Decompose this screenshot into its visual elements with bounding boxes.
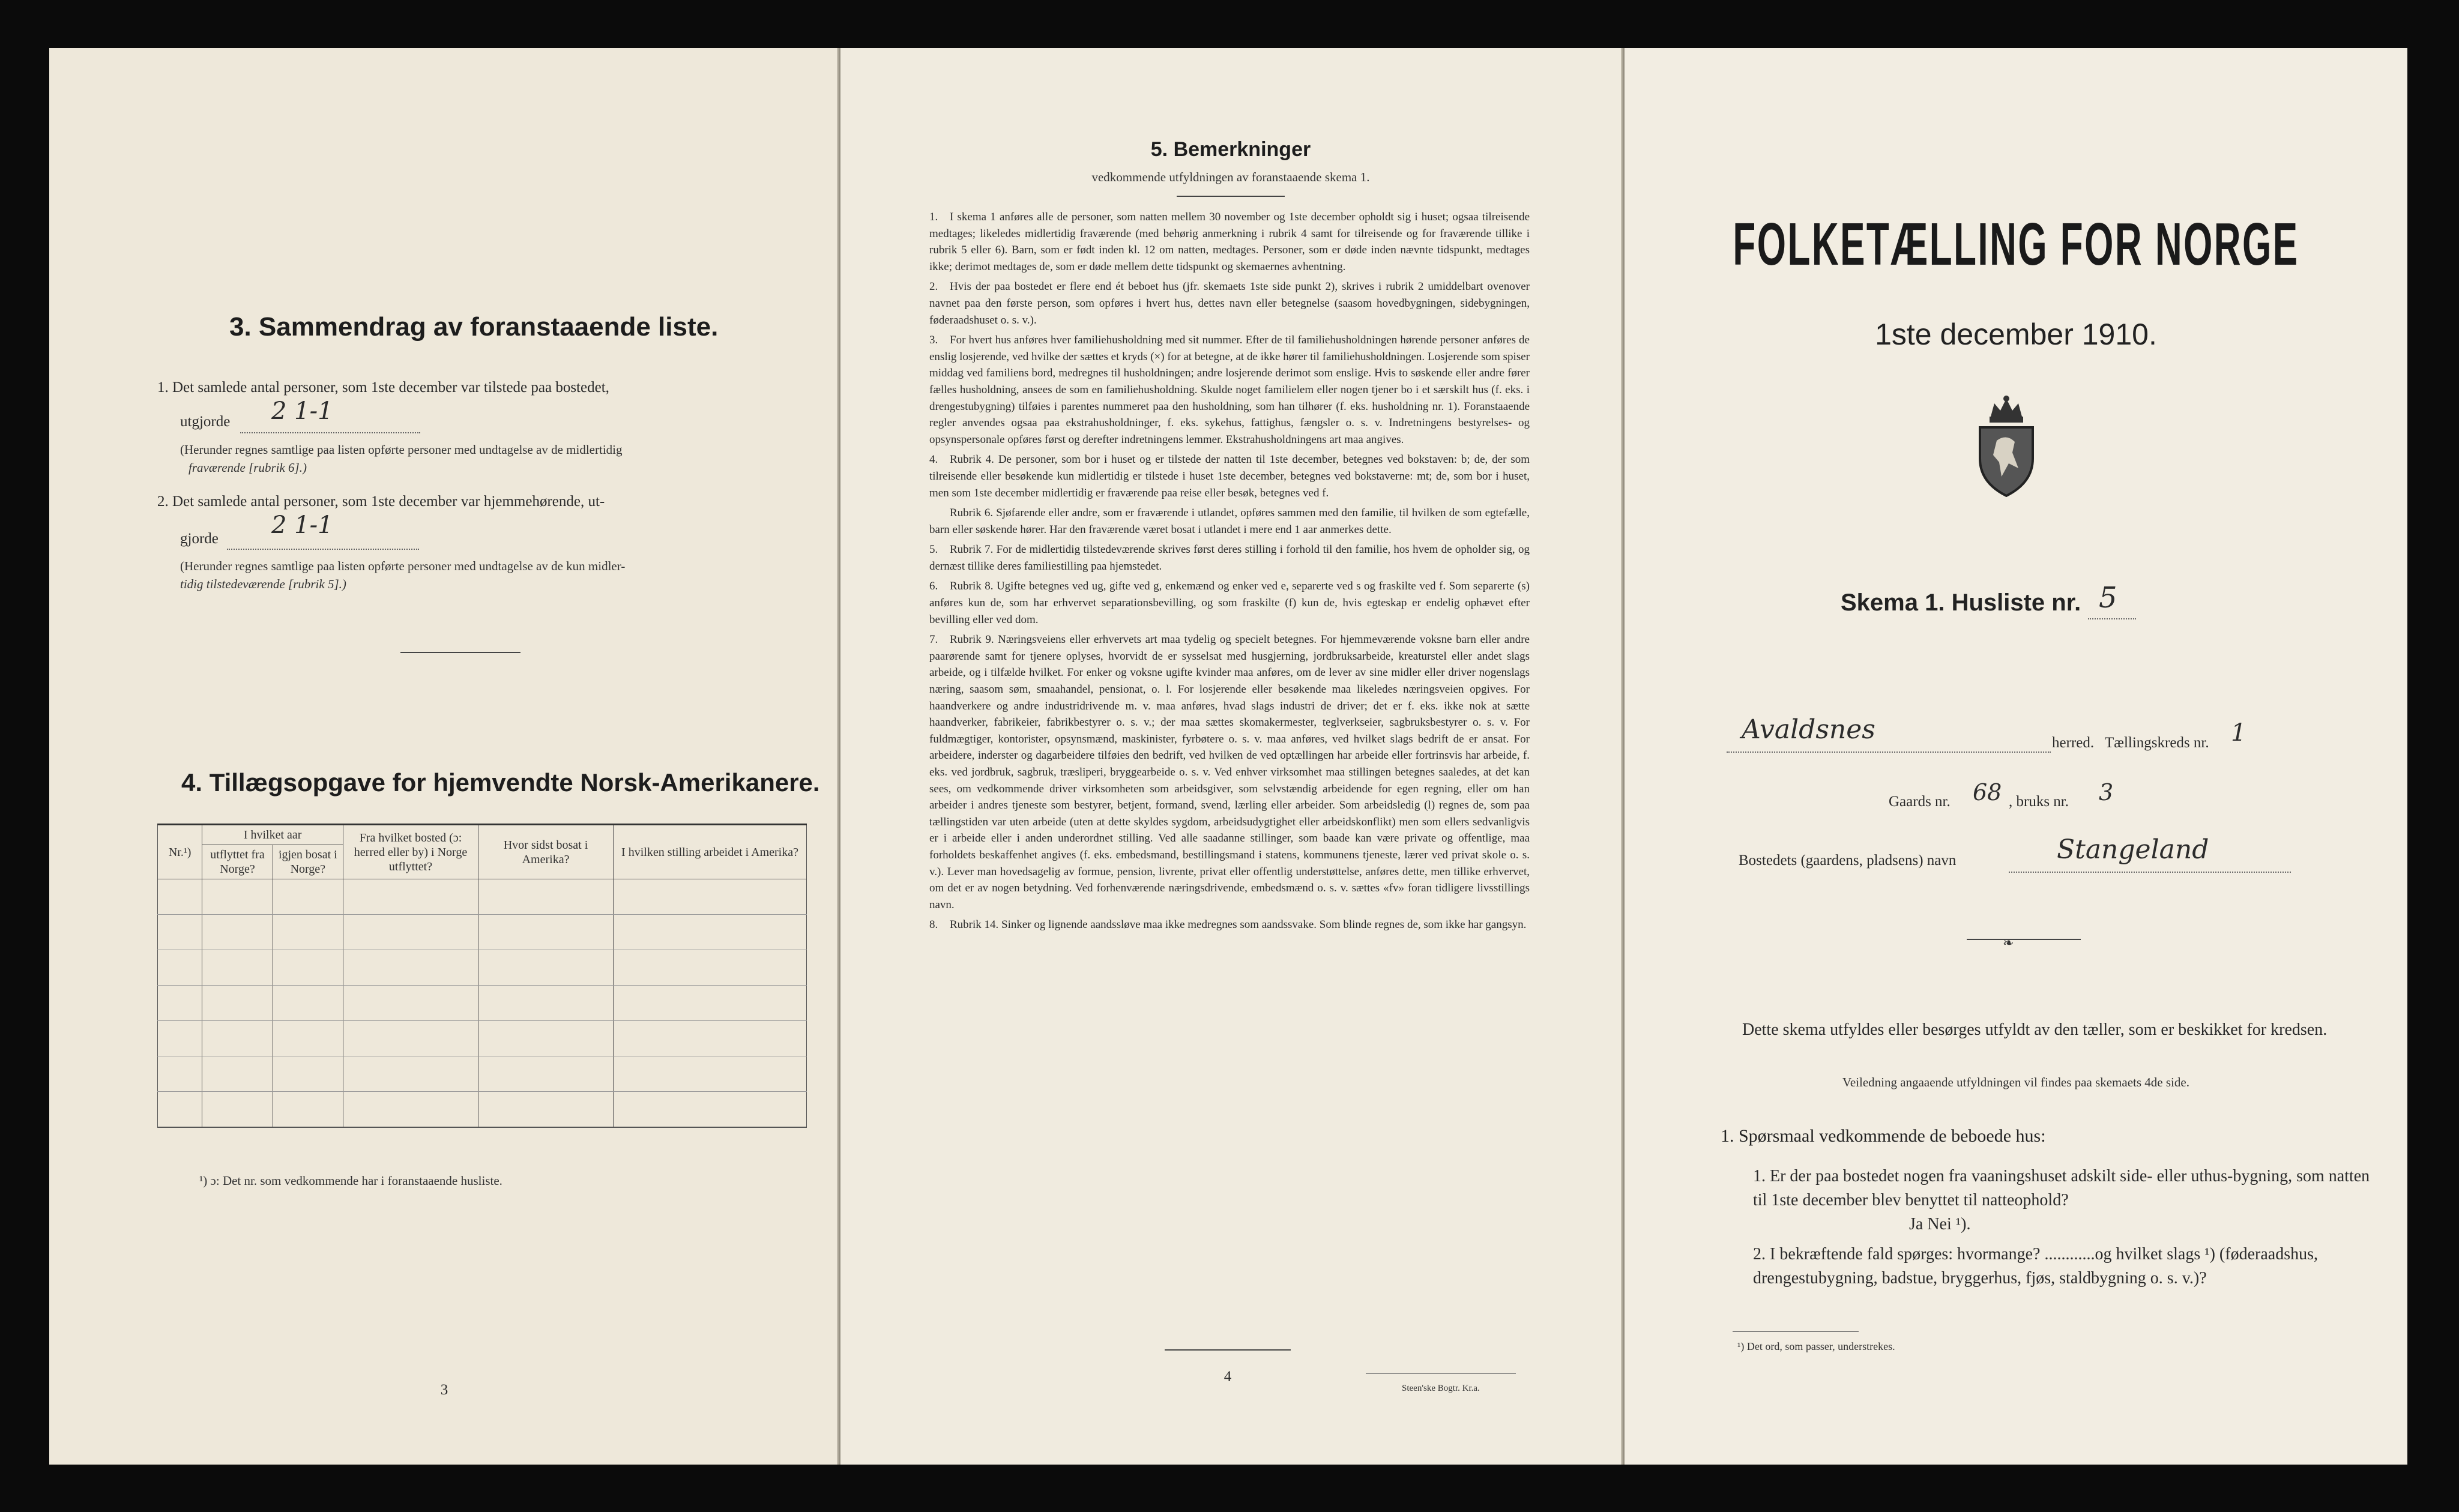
remark-text: Rubrik 6. Sjøfarende eller andre, som er fraværende i utlandet, opføres sammen med den familie, til hvilken de som egtefælle, barn eller søskende hører. Har den fraværende været bosat i utlandet i mere end 1 aar anmerkes dette. bbox=[929, 507, 1530, 536]
table-row bbox=[158, 950, 807, 986]
kreds-value: 1 bbox=[2231, 719, 2246, 747]
census-title: FOLKETÆLLING FOR NORGE bbox=[1733, 211, 2299, 278]
page-1 bbox=[1625, 48, 2407, 1465]
remark-text: Rubrik 14. Sinker og lignende aandssløve maa ikke medregnes som aandssvake. Som blinde regnes de, som ikke har gangsyn. bbox=[950, 918, 1527, 932]
remark-item bbox=[929, 279, 1530, 328]
bosted-value: Stangeland bbox=[2057, 834, 2209, 865]
norsk-amerikanere-table bbox=[157, 824, 807, 1128]
bruks-value: 3 bbox=[2099, 779, 2114, 806]
gaards-label: Gaards nr. bbox=[1889, 794, 1951, 810]
table-row bbox=[158, 1092, 807, 1128]
question-header: 1. Spørsmaal vedkommende de beboede hus: bbox=[1721, 1126, 2046, 1146]
remark-number: 8. bbox=[929, 918, 938, 932]
question-2: 2. I bekræftende fald spørges: hvormange? ............og hvilket slags ¹) (føderaadshus, drengestubygning, badstue, bryggerhus, fjøs, staldbygning o. s. v.)? bbox=[1753, 1245, 2318, 1288]
page-4 bbox=[840, 48, 1621, 1465]
remark-item bbox=[929, 631, 1530, 913]
divider bbox=[400, 652, 520, 653]
skema-label: Skema 1. Husliste nr. bbox=[1841, 589, 2081, 616]
remark-item bbox=[929, 917, 1530, 933]
veiledning-text: Veiledning angaaende utfyldningen vil findes paa skemaets 4de side. bbox=[1842, 1075, 2189, 1089]
page-number: 3 bbox=[440, 1382, 448, 1398]
remark-item bbox=[929, 505, 1530, 538]
table-row bbox=[158, 1056, 807, 1092]
col-utflyttet: utflyttet fra Norge? bbox=[202, 845, 273, 879]
remark-item bbox=[929, 578, 1530, 628]
bosted-label: Bostedets (gaardens, pladsens) navn bbox=[1739, 852, 1957, 869]
gaards-value: 68 bbox=[1973, 779, 2002, 806]
remark-number: 6. bbox=[929, 580, 938, 593]
remark-text: I skema 1 anføres alle de personer, som natten mellem 30 november og 1ste december opholdt sig i huset; ogsaa tilreisende medtages; likeledes midlertidig fraværende (med behørig anmerkning i rubrik 4 samt for tilreisende og for fraværende tillike i rubrik 5 eller 6). Barn, som er født inden kl. 12 om natten, medtages. Personer, som er døde inden nævnte tidspunkt, medtages ikke; derimot medtages de, som er døde mellem dette tidspunkt og skemaernes avhentning. bbox=[929, 211, 1530, 273]
ornament-icon: ❧ bbox=[2003, 935, 2014, 950]
remark-item bbox=[929, 451, 1530, 501]
summary-item-2-value: 2 1-1 bbox=[271, 511, 333, 539]
remarks-list bbox=[929, 209, 1530, 937]
summary-item-2-note: (Herunder regnes samtlige paa listen opførte personer med undtagelse av de kun midler- bbox=[180, 559, 626, 573]
summary-item-2-note-b: tidig tilstedeværende [rubrik 5].) bbox=[180, 577, 346, 591]
instruction-text: Dette skema utfyldes eller besørges utfyldt av den tæller, som er beskikket for kredsen. bbox=[1742, 1020, 2328, 1039]
remark-text: Rubrik 7. For de midlertidig tilstedeværende skrives først deres stilling i forhold til den familie, hos hvem de opholder sig, og dernæst tillike deres familiestilling paa hjemstedet. bbox=[929, 543, 1530, 573]
summary-item-1: 1. Det samlede antal personer, som 1ste december var tilstede paa bostedet, bbox=[157, 379, 609, 396]
remark-text: Rubrik 4. De personer, som bor i huset og er tilstede der natten til 1ste december, betegnes ved bokstaven: b; de, der som tilreisende eller besøkende kun midlertidig er tilstede i huset 1ste december, betegnes ved bokstaverne: mt; de, som bor i huset, men som 1ste december midlertidig er fraværende paa reise eller besøk, betegnes ved f. bbox=[929, 453, 1530, 499]
remark-number: 7. bbox=[929, 633, 938, 646]
remark-number: 5. bbox=[929, 543, 938, 556]
remark-item bbox=[929, 332, 1530, 448]
summary-item-1-note-b: fraværende [rubrik 6].) bbox=[189, 460, 307, 475]
remark-number: 3. bbox=[929, 334, 938, 347]
remarks-subtitle: vedkommende utfyldningen av foranstaaende skema 1. bbox=[1091, 170, 1370, 184]
col-nr: Nr.¹) bbox=[158, 825, 202, 879]
page-3 bbox=[49, 48, 837, 1465]
remark-text: Rubrik 9. Næringsveiens eller erhvervets art maa tydelig og specielt betegnes. For hjemmeværende voksne barn eller andre paarørende samt for tjenere oplyses, hvorvidt de er sysselsat med husgjerning, jordbruksarbeide, kreaturstel eller andet slags arbeide, og i tilfælde hvilket. For enker og voksne ugifte kvinder maa anføres, om de lever av sine midler eller driver nogenslags næring, saasom søm, smaahandel, pensionat, o. l. For losjerende eller besøkende maa likeledes næringsveien opgives. For haandverkere og andre industridrivende m. v. maa anføres, hvad slags industri de driver; det er f. eks. ikke nok at sætte haandverker, fabrikeier, fabrikbestyrer o. s. v.; der maa sættes skomakermester, teglverkseier, sagbruksbestyrer o. s. v. For fuldmægtiger, kontorister, opsynsmænd, maskinister, fyrbøtere o. s. v. maa anføres, ved hvilket slags bedrift de er ansat. For arbeidere, inderster og dagarbeidere tilføies den bedrift, ved hvilken de ved optællingen har arbeide eller fortrinsvis har arbeide, f. eks. ved jordbruk, sagbruk, træsliperi, bryggearbeide o. s. v. Ved enhver virksomhet maa stillingen betegnes saaledes, at det kan sees, om vedkommende driver virksomheten som arbeidsgiver, som selvstændig arbeidende for egen regning, eller om han arbeider i andres tjeneste som bestyrer, betjent, formand, svend, lærling eller arbeider. Som arbeidsledig (l) regnes de, som paa tællingstiden var uten arbeide (uten at dette skyldes sygdom, arbeidsudygtighet eller arbeidskonflikt) men som ellers sedvanligvis er i arbeide eller i anden underordnet stilling. Ved alle saadanne stillinger, som baade kan være private og offentlige, maa forholdets beskaffenhet angives (f. eks. embedsmand, bestillingsmand i statens, kommunens tjeneste, lærer ved privat skole o. s. v.). Lever man hovedsagelig av formue, pension, livrente, privat eller offentlig understøttelse, anføres dette, men tillike erhvervet, om det er av nogen betydning. Ved forhenværende næringsdrivende, embedsmænd o. s. v. sættes «fv» foran tidligere livsstillings navn. bbox=[929, 633, 1530, 911]
summary-item-1-note: (Herunder regnes samtlige paa listen opførte personer med undtagelse av de midlertidig bbox=[180, 442, 623, 457]
table-row bbox=[158, 879, 807, 915]
kreds-label: Tællingskreds nr. bbox=[2105, 735, 2209, 751]
summary-item-2-label: gjorde bbox=[180, 531, 219, 547]
remark-text: For hvert hus anføres hver familiehusholdning med sit nummer. Efter de til familiehusholdningen hørende personer anføres de enslig losjerende, ved hvilke der sættes et kryds (×) for at betegne, at de ikke hører til familiehusholdningen. Losjerende som spiser middag ved familiens bord, medregnes til husholdningen; andre losjerende derimot som enslige. Hvis to søskende eller andre fører fælles husholdning, ansees de som en familiehusholdning. Skulde noget familielem eller nogen tjener bo i et særskilt hus (f. eks. i drengestubygning) tilføies i parentes nummeret paa den husholdning, som han tilhører (f. eks. husholdning nr. 1). Foranstaaende regler anvendes ogsaa paa ekstrahusholdninger, f. eks. sykehus, fattighus, fængsler o. s. v. Indretningens bestyrelses- og opsynspersonale opføres først og derefter indretningens lemmer. Ekstrahusholdningens art maa angives. bbox=[929, 334, 1530, 446]
summary-item-1-label: utgjorde bbox=[180, 414, 231, 430]
printer-mark: Steen'ske Bogtr. Kr.a. bbox=[1402, 1384, 1480, 1393]
herred-label: herred. bbox=[2052, 735, 2095, 751]
col-stilling: I hvilken stilling arbeidet i Amerika? bbox=[614, 825, 807, 879]
table-row bbox=[158, 1021, 807, 1056]
table-footnote: ¹) ɔ: Det nr. som vedkommende har i foranstaaende husliste. bbox=[199, 1173, 502, 1188]
section-4-title: 4. Tillægsopgave for hjemvendte Norsk-Amerikanere. bbox=[181, 768, 820, 797]
remark-item bbox=[929, 541, 1530, 574]
remark-text: Hvis der paa bostedet er flere end ét beboet hus (jfr. skemaets 1ste side punkt 2), skrives i rubrik 2 umiddelbart ovenover navnet paa den første person, som opføres i hvert hus, dettes navn eller betegnelse (saasom hovedbygningen, sidebygningen, føderaadshuset o. s. v.). bbox=[929, 280, 1530, 327]
summary-item-2: 2. Det samlede antal personer, som 1ste december var hjemmehørende, ut- bbox=[157, 493, 605, 510]
remark-number: 2. bbox=[929, 280, 938, 294]
remark-number: 1. bbox=[929, 211, 938, 223]
bruks-label: , bruks nr. bbox=[2009, 794, 2069, 810]
question-1: 1. Er der paa bostedet nogen fra vaaningshuset adskilt side- eller uthus-bygning, som natten til 1ste december blev benyttet til natteophold? bbox=[1753, 1167, 2370, 1209]
remark-number: 4. bbox=[929, 453, 938, 466]
table-row bbox=[158, 986, 807, 1021]
remark-item bbox=[929, 209, 1530, 275]
remarks-title: 5. Bemerkninger bbox=[1150, 138, 1311, 161]
col-hvor-bosat: Hvor sidst bosat i Amerika? bbox=[478, 825, 614, 879]
page-1-footnote: ¹) Det ord, som passer, understrekes. bbox=[1737, 1340, 1895, 1352]
table-row bbox=[158, 915, 807, 950]
census-date: 1ste december 1910. bbox=[1875, 318, 2157, 351]
col-igjen-bosat: igjen bosat i Norge? bbox=[273, 845, 343, 879]
norway-coat-of-arms-icon bbox=[1973, 393, 2040, 500]
question-1-answer: Ja Nei ¹). bbox=[1909, 1215, 1971, 1233]
questions bbox=[1753, 1164, 2371, 1291]
remark-text: Rubrik 8. Ugifte betegnes ved ug, gifte ved g, enkemænd og enker ved e, separerte ved s og fraskilte ved f. Som separerte (s) anføres kun de, som har erhvervet separationsbevilling, og som fraskilte (f) kun de, hvis egteskap er endelig ophævet efter bevilling eller ved dom. bbox=[929, 580, 1530, 626]
col-group-aar: I hvilket aar bbox=[202, 825, 343, 845]
summary-item-1-value: 2 1-1 bbox=[271, 397, 333, 425]
page-number: 4 bbox=[1223, 1369, 1232, 1385]
herred-value: Avaldsnes bbox=[1742, 714, 1875, 745]
husliste-number: 5 bbox=[2099, 581, 2117, 615]
col-fra-bosted: Fra hvilket bosted (ɔ: herred eller by) i Norge utflyttet? bbox=[343, 825, 478, 879]
section-3-title: 3. Sammendrag av foranstaaende liste. bbox=[229, 312, 719, 342]
